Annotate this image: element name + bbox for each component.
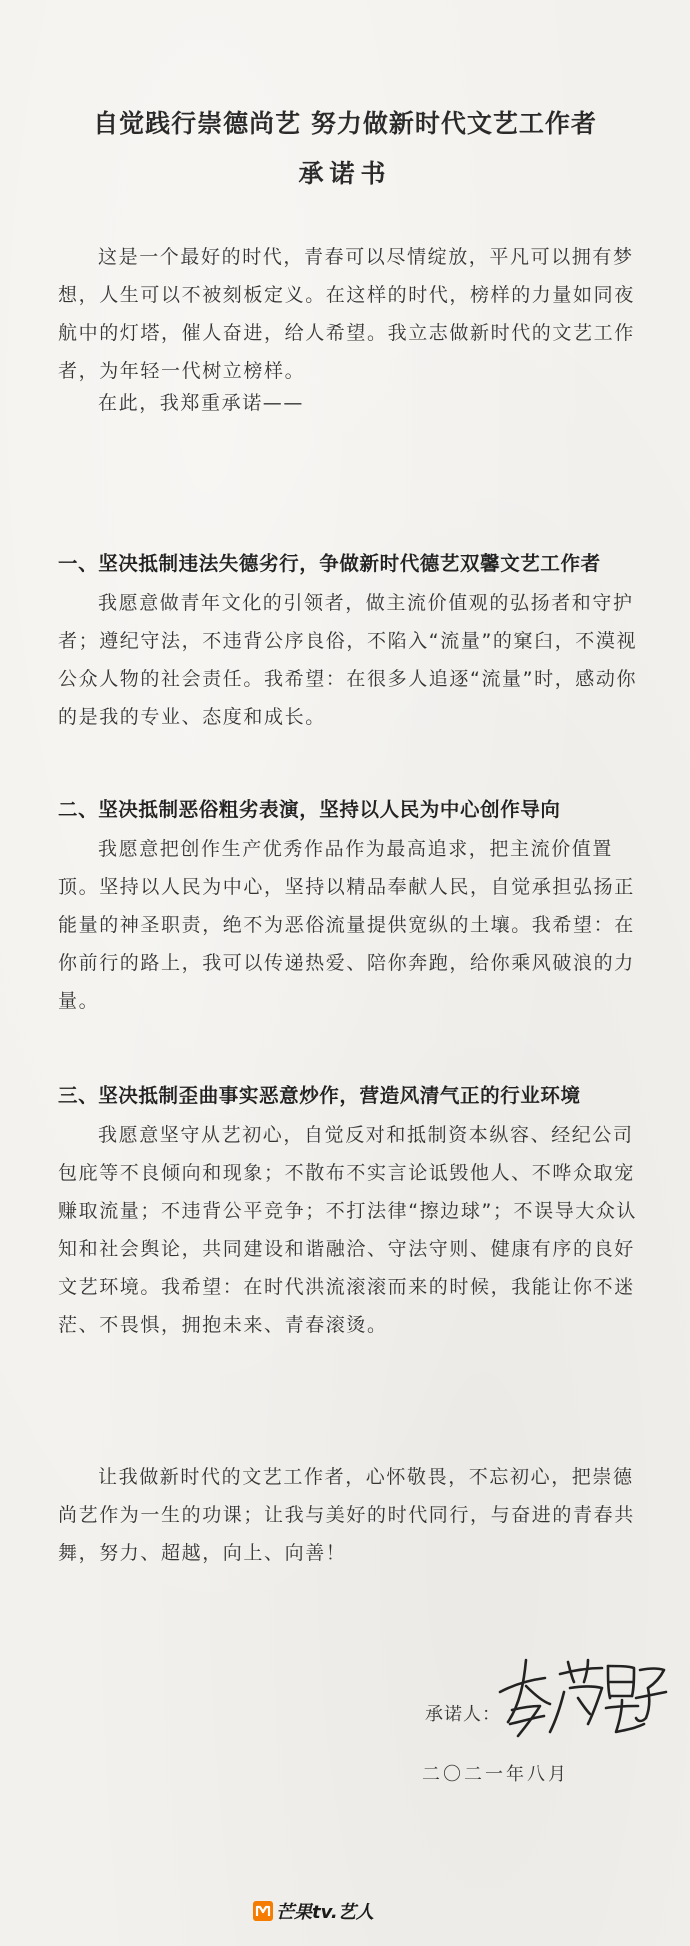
section-2-heading: 二、坚决抵制恶俗粗劣表演，坚持以人民为中心创作导向: [58, 798, 561, 821]
handwritten-signature: [490, 1652, 670, 1742]
document-date: 二〇二一年八月: [422, 1764, 569, 1785]
signer-label: 承诺人：: [425, 1704, 501, 1725]
section-1-body: 我愿意做青年文化的引领者，做主流价值观的弘扬者和守护者；遵纪守法，不违背公序良俗，不陷入“流量”的窠臼，不漠视公众人物的社会责任。我希望：在很多人追逐“流量”时，感动你的是我的专业、态度和成长。: [58, 592, 638, 728]
mango-tv-logo-icon: [253, 1901, 273, 1921]
closing-paragraph: 让我做新时代的文艺工作者，心怀敬畏，不忘初心，把崇德尚艺作为一生的功课；让我与美好的时代同行，与奋进的青春共舞，努力、超越，向上、向善！: [58, 1466, 635, 1564]
pledge-lead: 在此，我郑重承诺——: [98, 392, 305, 414]
section-3-heading: 三、坚决抵制歪曲事实恶意炒作，营造风清气正的行业环境: [58, 1084, 581, 1107]
section-3-body: 我愿意坚守从艺初心，自觉反对和抵制资本纵容、经纪公司包庇等不良倾向和现象；不散布不实言论诋毁他人、不哗众取宠赚取流量；不违背公平竞争；不打法律“擦边球”；不误导大众认知和社会舆论，共同建设和谐融洽、守法守则、健康有序的良好文艺环境。我希望：在时代洪流滚滚而来的时候，我能让你不迷茫、不畏惧，拥抱未来、青春滚烫。: [58, 1124, 638, 1336]
document-subtitle: 承诺书: [298, 159, 392, 188]
section-1-heading: 一、坚决抵制违法失德劣行，争做新时代德艺双馨文艺工作者: [58, 552, 601, 575]
brand-label: 芒果tv.艺人: [276, 1902, 374, 1923]
section-2-body: 我愿意把创作生产优秀作品作为最高追求，把主流价值置顶。坚持以人民为中心，坚持以精品奉献人民，自觉承担弘扬正能量的神圣职责，绝不为恶俗流量提供宽纵的土壤。我希望：在你前行的路上，我可以传递热爱、陪你奔跑，给你乘风破浪的力量。: [58, 838, 635, 1012]
brand-footer: [253, 1898, 374, 1924]
document-title: 自觉践行崇德尚艺 努力做新时代文艺工作者: [93, 109, 597, 138]
intro-paragraph: 这是一个最好的时代，青春可以尽情绽放，平凡可以拥有梦想，人生可以不被刻板定义。在这样的时代，榜样的力量如同夜航中的灯塔，催人奋进，给人希望。我立志做新时代的文艺工作者，为年轻一代树立榜样。: [58, 246, 635, 382]
